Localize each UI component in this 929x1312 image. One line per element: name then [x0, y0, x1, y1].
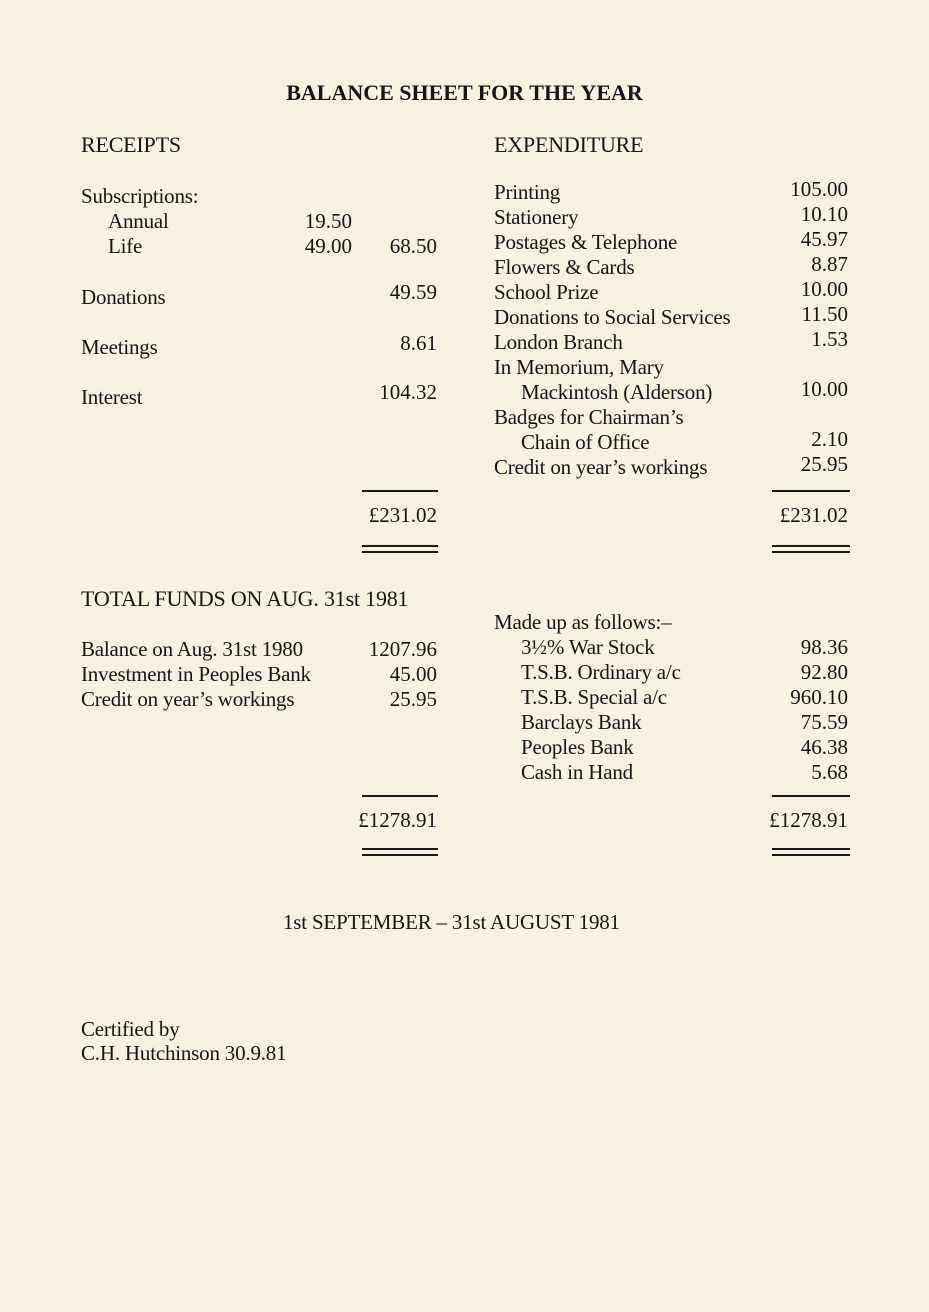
donations-value: 49.59	[389, 280, 437, 304]
expenditure-item-label: London Branch	[494, 330, 623, 354]
funds-heading: TOTAL FUNDS ON AUG. 31st 1981	[81, 586, 409, 611]
expenditure-item-label: Flowers & Cards	[494, 255, 635, 279]
expenditure-heading: EXPENDITURE	[494, 132, 644, 157]
made-up-item-label: T.S.B. Special a/c	[521, 685, 667, 709]
made-up-total-rule	[772, 795, 850, 797]
expenditure-item-value: 1.53	[811, 327, 848, 351]
made-up-item-value: 5.68	[811, 760, 848, 784]
receipts-total-rule	[362, 490, 438, 492]
made-up-item-value: 75.59	[800, 710, 848, 734]
expenditure-item-label: Stationery	[494, 205, 579, 229]
made-up-item-value: 98.36	[800, 635, 848, 659]
expenditure-item-value: 8.87	[811, 252, 848, 276]
made-up-total: £1278.91	[769, 808, 848, 832]
annual-label: Annual	[108, 209, 169, 233]
interest-value: 104.32	[379, 380, 437, 404]
expenditure-item-value: 10.00	[800, 277, 848, 301]
funds-total-double-rule	[362, 848, 438, 856]
funds-item-value: 25.95	[389, 687, 437, 711]
life-label: Life	[108, 234, 143, 258]
interest-label: Interest	[81, 385, 143, 409]
receipts-total: £231.02	[368, 503, 437, 527]
donations-label: Donations	[81, 285, 166, 309]
funds-item-label: Credit on year’s workings	[81, 687, 295, 711]
badges-label-line2: Chain of Office	[521, 430, 650, 454]
memorium-label-line1: In Memorium, Mary	[494, 355, 664, 379]
expenditure-item-value: 45.97	[800, 227, 848, 251]
meetings-label: Meetings	[81, 335, 158, 359]
certified-line2: C.H. Hutchinson 30.9.81	[81, 1041, 287, 1065]
funds-total-rule	[362, 795, 438, 797]
certified-line1: Certified by	[81, 1017, 180, 1041]
funds-item-value: 1207.96	[368, 637, 437, 661]
page-title: BALANCE SHEET FOR THE YEAR	[286, 80, 643, 105]
expenditure-item-value: 11.50	[801, 302, 848, 326]
funds-item-value: 45.00	[389, 662, 437, 686]
expenditure-item-value: 10.10	[800, 202, 848, 226]
made-up-item-label: 3½% War Stock	[521, 635, 655, 659]
receipts-total-double-rule	[362, 545, 438, 553]
made-up-item-label: Cash in Hand	[521, 760, 633, 784]
subscriptions-total: 68.50	[389, 234, 437, 258]
badges-label-line1: Badges for Chairman’s	[494, 405, 684, 429]
annual-value: 19.50	[304, 209, 352, 233]
expenditure-total: £231.02	[779, 503, 848, 527]
expenditure-item-label: School Prize	[494, 280, 599, 304]
funds-total: £1278.91	[358, 808, 437, 832]
made-up-item-label: T.S.B. Ordinary a/c	[521, 660, 681, 684]
made-up-total-double-rule	[772, 848, 850, 856]
credit-label: Credit on year’s workings	[494, 455, 708, 479]
made-up-item-value: 960.10	[790, 685, 848, 709]
credit-value: 25.95	[800, 452, 848, 476]
made-up-item-label: Barclays Bank	[521, 710, 642, 734]
memorium-label-line2: Mackintosh (Alderson)	[521, 380, 713, 404]
made-up-item-value: 46.38	[800, 735, 848, 759]
life-value: 49.00	[304, 234, 352, 258]
subscriptions-label: Subscriptions:	[81, 184, 199, 208]
expenditure-total-double-rule	[772, 545, 850, 553]
receipts-heading: RECEIPTS	[81, 132, 181, 157]
memorium-value: 10.00	[800, 377, 848, 401]
expenditure-item-value: 105.00	[790, 177, 848, 201]
made-up-heading: Made up as follows:–	[494, 610, 672, 634]
made-up-item-value: 92.80	[800, 660, 848, 684]
funds-item-label: Investment in Peoples Bank	[81, 662, 311, 686]
expenditure-total-rule	[772, 490, 850, 492]
made-up-item-label: Peoples Bank	[521, 735, 634, 759]
expenditure-item-label: Printing	[494, 180, 561, 204]
badges-value: 2.10	[811, 427, 848, 451]
funds-item-label: Balance on Aug. 31st 1980	[81, 637, 303, 661]
meetings-value: 8.61	[400, 331, 437, 355]
expenditure-item-label: Donations to Social Services	[494, 305, 731, 329]
expenditure-item-label: Postages & Telephone	[494, 230, 678, 254]
period-line: 1st SEPTEMBER – 31st AUGUST 1981	[283, 910, 620, 934]
